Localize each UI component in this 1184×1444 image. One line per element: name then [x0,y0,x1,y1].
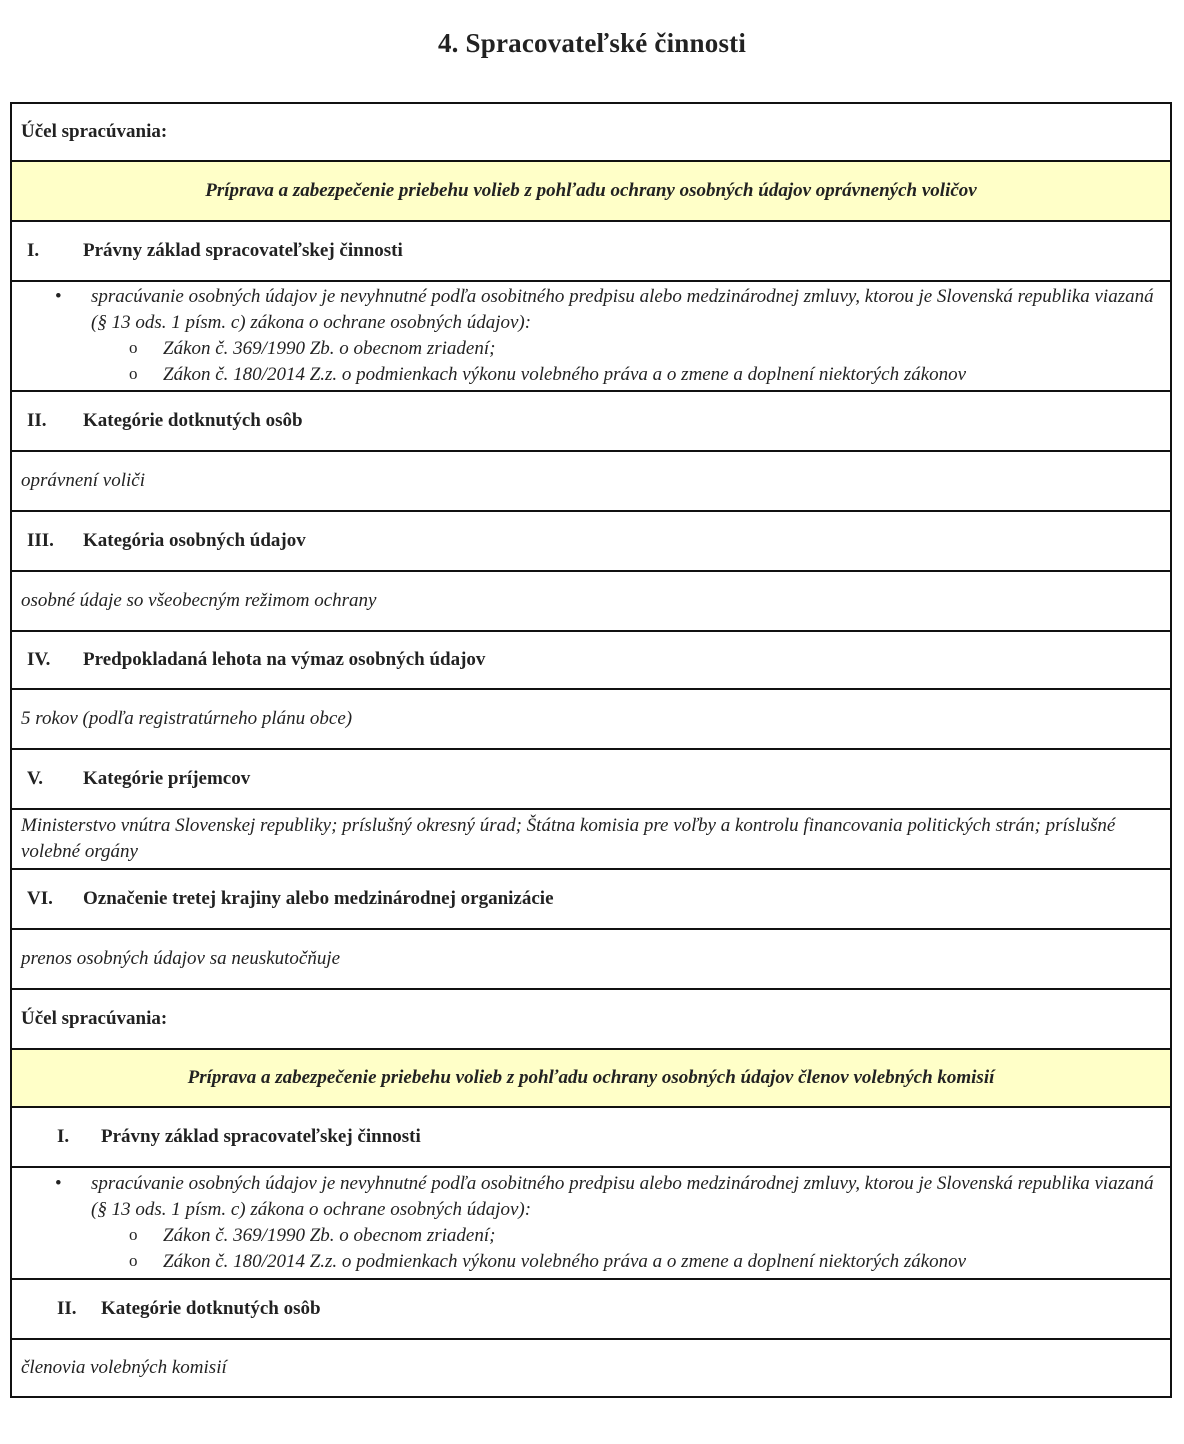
legal-basis-list [21,1171,1161,1275]
section-heading [11,631,1171,689]
legal-basis-row [11,1167,1171,1279]
section-title: Kategórie dotknutých osôb [83,410,303,431]
value-row [11,451,1171,511]
section-number: VI. [27,888,53,909]
legal-basis-row [11,281,1171,391]
section-number: III. [27,530,54,551]
value-row [11,689,1171,749]
section-title: Právny základ spracovateľskej činnosti [83,240,403,261]
section-heading [11,749,1171,809]
section-title: Kategórie príjemcov [83,768,251,789]
processing-activities-table [10,102,1172,1398]
section-value: prenos osobných údajov sa neuskutočňuje [11,929,1171,989]
section-row [11,1107,1171,1167]
section-value: 5 rokov (podľa registratúrneho plánu obce) [11,689,1171,749]
legal-basis-text: spracúvanie osobných údajov je nevyhnutné podľa osobitného predpisu alebo medzinárodnej zmluvy, ktorou je Slovenská republika viazaná (§ 13 ods. 1 písm. c) zákona o ochrane osobných údajov): [91,286,1154,333]
section-number: II. [57,1298,77,1319]
purpose-label: Účel spracúvania: [11,103,1171,161]
law-item: o Zákon č. 369/1990 Zb. o obecnom zriadení; [163,336,1161,362]
section-title: Kategória osobných údajov [83,530,306,551]
section-value: Ministerstvo vnútra Slovenskej republiky; príslušný okresný úrad; Štátna komisia pre voľby a kontrolu financovania politických strán; príslušné volebné orgány [11,809,1171,869]
value-row [11,929,1171,989]
purpose-label-row [11,103,1171,161]
section-row [11,511,1171,571]
purpose-row [11,1049,1171,1107]
value-row [11,809,1171,869]
section-row [11,1279,1171,1339]
legal-basis-list [21,284,1161,388]
section-heading [11,511,1171,571]
section-number: V. [27,768,44,789]
section-heading [11,1279,1171,1339]
law-item: o Zákon č. 369/1990 Zb. o obecnom zriadení; [163,1223,1161,1249]
section-title: Predpokladaná lehota na výmaz osobných údajov [83,649,486,670]
page-title: 4. Spracovateľské činnosti [437,28,747,58]
section-title: Kategórie dotknutých osôb [101,1298,321,1319]
law-item: o Zákon č. 180/2014 Z.z. o podmienkach výkonu volebného práva a o zmene a doplnení niektorých zákonov [163,1249,1161,1275]
legal-basis-text: spracúvanie osobných údajov je nevyhnutné podľa osobitného predpisu alebo medzinárodnej zmluvy, ktorou je Slovenská republika viazaná (§ 13 ods. 1 písm. c) zákona o ochrane osobných údajov): [91,1173,1154,1220]
law-list [91,1223,1161,1275]
section-number: IV. [27,649,51,670]
section-heading [11,1107,1171,1167]
section-number: II. [27,410,47,431]
section-row [11,869,1171,929]
section-row [11,221,1171,281]
legal-basis-cell [11,1167,1171,1279]
section-value: osobné údaje so všeobecným režimom ochrany [11,571,1171,631]
section-heading [11,869,1171,929]
section-heading [11,391,1171,451]
value-row [11,571,1171,631]
value-row [11,1339,1171,1397]
section-number: I. [27,240,40,261]
purpose-text: Príprava a zabezpečenie priebehu volieb z pohľadu ochrany osobných údajov členov volebných komisií [11,1049,1171,1107]
purpose-text: Príprava a zabezpečenie priebehu volieb z pohľadu ochrany osobných údajov oprávnených voličov [11,161,1171,221]
purpose-row [11,161,1171,221]
legal-basis-item [91,1171,1161,1275]
section-title: Právny základ spracovateľskej činnosti [101,1126,421,1147]
purpose-label: Účel spracúvania: [11,989,1171,1049]
section-row [11,391,1171,451]
section-row [11,749,1171,809]
law-list [91,336,1161,388]
section-value: členovia volebných komisií [11,1339,1171,1397]
section-number: I. [57,1126,70,1147]
section-title: Označenie tretej krajiny alebo medzinárodnej organizácie [83,888,554,909]
section-value: oprávnení voliči [11,451,1171,511]
law-item: o Zákon č. 180/2014 Z.z. o podmienkach výkonu volebného práva a o zmene a doplnení niektorých zákonov [163,362,1161,388]
section-row [11,631,1171,689]
legal-basis-item [91,284,1161,388]
legal-basis-cell [11,281,1171,391]
purpose-label-row [11,989,1171,1049]
section-heading [11,221,1171,281]
